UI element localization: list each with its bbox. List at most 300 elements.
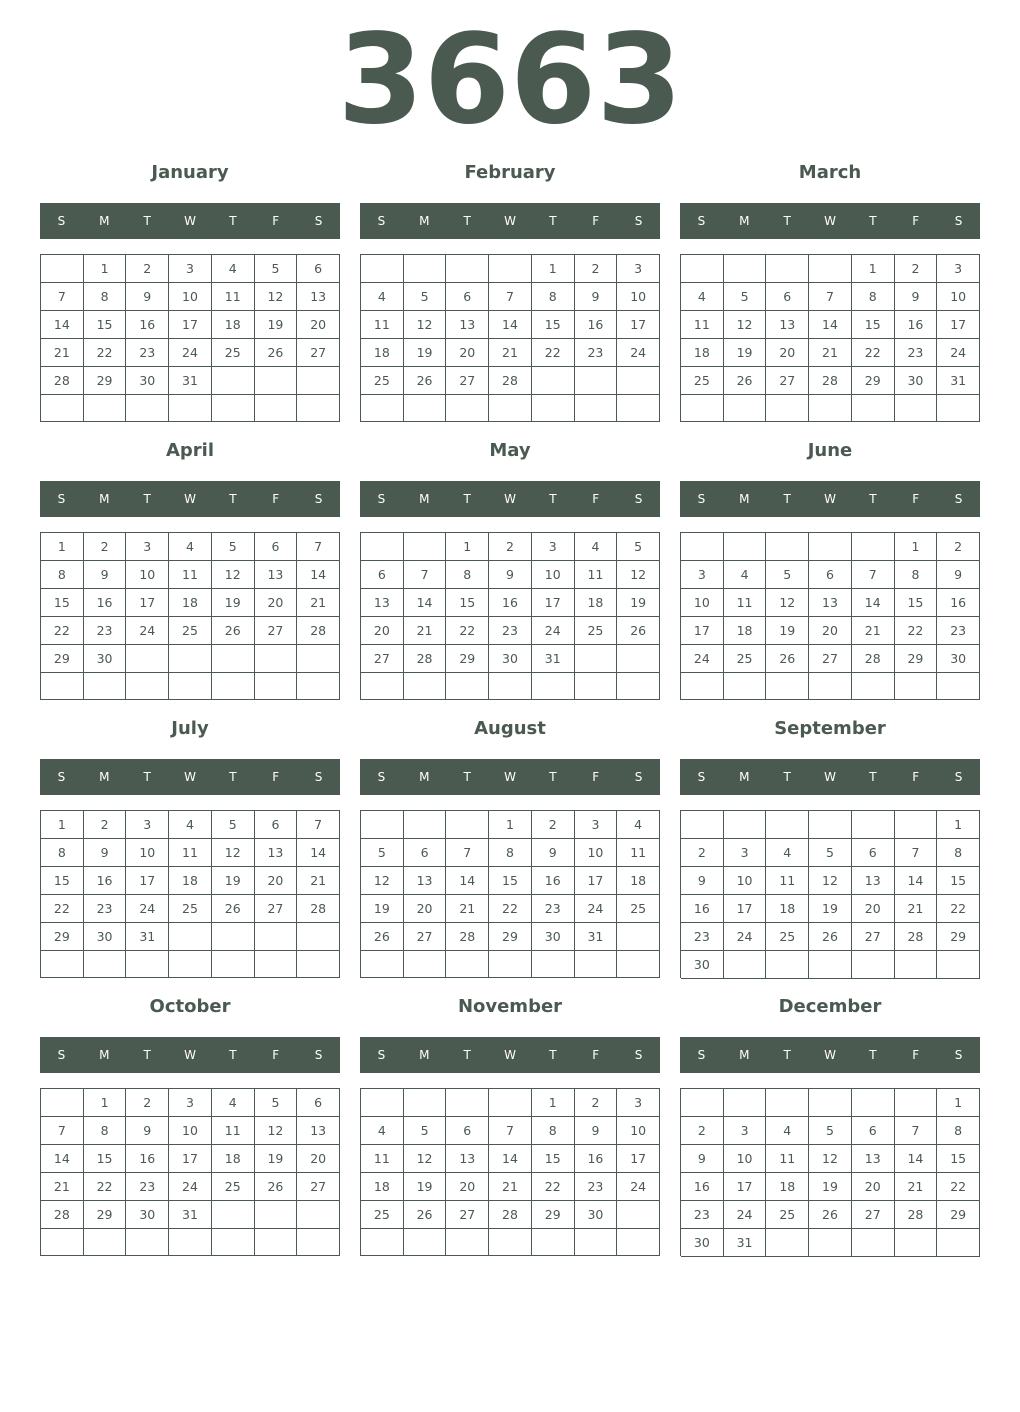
empty-day-cell <box>404 811 447 839</box>
weekday-label: T <box>549 214 557 228</box>
day-cell: 16 <box>681 895 724 923</box>
day-cell: 1 <box>84 255 127 283</box>
weekday-label: T <box>783 770 791 784</box>
day-cell: 7 <box>297 811 340 839</box>
day-cell: 19 <box>361 895 404 923</box>
day-cell: 9 <box>532 839 575 867</box>
month-name: October <box>149 996 231 1017</box>
day-cell: 4 <box>766 1117 809 1145</box>
day-cell: 20 <box>255 589 298 617</box>
weekday-label: M <box>739 492 750 506</box>
weekday-label: T <box>463 492 471 506</box>
day-cell: 10 <box>126 561 169 589</box>
day-cell: 3 <box>681 561 724 589</box>
day-cell: 6 <box>361 561 404 589</box>
day-cell: 16 <box>126 311 169 339</box>
weekday-label: M <box>419 1048 430 1062</box>
weekday-label: S <box>634 492 643 506</box>
day-cell: 2 <box>126 1089 169 1117</box>
day-cell: 1 <box>446 533 489 561</box>
day-cell: 18 <box>212 1145 255 1173</box>
day-cell: 30 <box>937 645 980 673</box>
weekday-label: T <box>463 214 471 228</box>
day-cell: 11 <box>724 589 767 617</box>
day-cell: 20 <box>297 311 340 339</box>
empty-day-cell <box>446 811 489 839</box>
empty-day-cell <box>404 1229 447 1256</box>
weekday-label: T <box>229 1048 237 1062</box>
day-cell: 16 <box>84 589 127 617</box>
day-cell: 3 <box>169 1089 212 1117</box>
day-cell: 8 <box>446 561 489 589</box>
weekday-label: W <box>824 492 836 506</box>
day-cell: 17 <box>169 311 212 339</box>
day-cell: 26 <box>361 923 404 951</box>
day-cell: 20 <box>255 867 298 895</box>
day-cell: 16 <box>575 1145 618 1173</box>
day-cell: 16 <box>126 1145 169 1173</box>
day-cell: 9 <box>489 561 532 589</box>
day-cell: 26 <box>255 339 298 367</box>
day-cell: 5 <box>212 533 255 561</box>
day-cell: 24 <box>575 895 618 923</box>
empty-day-cell <box>446 951 489 978</box>
empty-day-cell <box>766 811 809 839</box>
month-name: March <box>798 162 862 183</box>
day-cell: 26 <box>404 1201 447 1229</box>
day-cell: 25 <box>766 923 809 951</box>
day-cell: 29 <box>84 367 127 395</box>
empty-day-cell <box>681 811 724 839</box>
day-cell: 5 <box>361 839 404 867</box>
day-cell: 10 <box>169 283 212 311</box>
day-cell: 17 <box>532 589 575 617</box>
day-cell: 31 <box>575 923 618 951</box>
day-cell: 26 <box>809 923 852 951</box>
month-name: June <box>807 440 853 461</box>
day-cell: 29 <box>446 645 489 673</box>
weekday-label: T <box>783 492 791 506</box>
empty-day-cell <box>575 1229 618 1256</box>
day-cell: 28 <box>852 645 895 673</box>
weekday-label: T <box>783 214 791 228</box>
day-cell: 8 <box>84 1117 127 1145</box>
day-cell: 4 <box>617 811 660 839</box>
day-cell: 2 <box>575 255 618 283</box>
day-cell: 21 <box>895 895 938 923</box>
day-cell: 29 <box>84 1201 127 1229</box>
day-cell: 9 <box>84 839 127 867</box>
day-cell: 8 <box>937 1117 980 1145</box>
day-cell: 26 <box>212 617 255 645</box>
weekday-label: T <box>869 1048 877 1062</box>
day-cell: 2 <box>489 533 532 561</box>
empty-day-cell <box>404 673 447 700</box>
day-cell: 28 <box>489 367 532 395</box>
day-grid <box>680 810 980 978</box>
empty-day-cell <box>809 673 852 700</box>
day-cell: 8 <box>895 561 938 589</box>
empty-day-cell <box>212 645 255 673</box>
empty-day-cell <box>255 951 298 978</box>
day-cell: 9 <box>126 1117 169 1145</box>
day-grid <box>680 254 980 422</box>
day-cell: 13 <box>446 311 489 339</box>
day-cell: 20 <box>297 1145 340 1173</box>
day-cell: 16 <box>532 867 575 895</box>
empty-day-cell <box>809 951 852 979</box>
day-cell: 7 <box>41 283 84 311</box>
day-cell: 7 <box>895 1117 938 1145</box>
day-cell: 22 <box>532 1173 575 1201</box>
weekday-label: S <box>377 492 386 506</box>
empty-day-cell <box>895 811 938 839</box>
day-cell: 14 <box>446 867 489 895</box>
day-cell: 30 <box>575 1201 618 1229</box>
day-cell: 11 <box>681 311 724 339</box>
day-cell: 23 <box>575 1173 618 1201</box>
day-grid <box>360 254 660 422</box>
weekday-label: S <box>314 770 323 784</box>
empty-day-cell <box>489 1089 532 1117</box>
day-cell: 5 <box>766 561 809 589</box>
day-cell: 20 <box>852 1173 895 1201</box>
day-cell: 11 <box>575 561 618 589</box>
day-cell: 20 <box>404 895 447 923</box>
day-cell: 19 <box>724 339 767 367</box>
day-cell: 22 <box>41 895 84 923</box>
empty-day-cell <box>809 811 852 839</box>
day-cell: 23 <box>532 895 575 923</box>
weekday-label: F <box>912 492 920 506</box>
day-cell: 6 <box>297 1089 340 1117</box>
day-cell: 28 <box>404 645 447 673</box>
empty-day-cell <box>681 255 724 283</box>
day-cell: 17 <box>126 867 169 895</box>
day-cell: 3 <box>126 811 169 839</box>
day-cell: 29 <box>895 645 938 673</box>
day-cell: 18 <box>361 339 404 367</box>
empty-day-cell <box>446 1229 489 1256</box>
day-cell: 27 <box>297 339 340 367</box>
day-cell: 18 <box>361 1173 404 1201</box>
weekday-label: W <box>504 492 516 506</box>
weekday-header <box>680 759 980 795</box>
day-cell: 11 <box>361 311 404 339</box>
day-cell: 13 <box>852 1145 895 1173</box>
day-cell: 11 <box>212 1117 255 1145</box>
weekday-label: M <box>99 214 110 228</box>
day-cell: 27 <box>297 1173 340 1201</box>
day-cell: 1 <box>937 811 980 839</box>
day-cell: 2 <box>681 839 724 867</box>
weekday-label: S <box>634 214 643 228</box>
empty-day-cell <box>361 951 404 978</box>
empty-day-cell <box>297 673 340 700</box>
month-october <box>40 990 340 1260</box>
day-grid <box>360 810 660 978</box>
day-cell: 4 <box>169 533 212 561</box>
weekday-label: M <box>419 770 430 784</box>
day-cell: 9 <box>126 283 169 311</box>
day-cell: 25 <box>169 617 212 645</box>
day-cell: 13 <box>809 589 852 617</box>
day-cell: 11 <box>169 561 212 589</box>
weekday-label: S <box>377 1048 386 1062</box>
empty-day-cell <box>41 951 84 978</box>
day-grid <box>40 810 340 978</box>
day-cell: 18 <box>169 589 212 617</box>
day-cell: 3 <box>724 839 767 867</box>
day-cell: 23 <box>681 1201 724 1229</box>
weekday-label: F <box>592 492 600 506</box>
day-cell: 11 <box>212 283 255 311</box>
weekday-label: T <box>549 492 557 506</box>
empty-day-cell <box>724 1089 767 1117</box>
empty-day-cell <box>212 951 255 978</box>
day-cell: 24 <box>169 1173 212 1201</box>
day-cell: 17 <box>617 1145 660 1173</box>
empty-day-cell <box>404 1089 447 1117</box>
day-cell: 5 <box>255 255 298 283</box>
day-cell: 25 <box>575 617 618 645</box>
day-cell: 1 <box>41 811 84 839</box>
day-cell: 18 <box>212 311 255 339</box>
day-cell: 22 <box>84 1173 127 1201</box>
empty-day-cell <box>809 533 852 561</box>
day-cell: 2 <box>84 811 127 839</box>
day-cell: 7 <box>297 533 340 561</box>
empty-day-cell <box>724 811 767 839</box>
empty-day-cell <box>446 395 489 422</box>
day-cell: 31 <box>126 923 169 951</box>
day-cell: 19 <box>255 311 298 339</box>
day-cell: 28 <box>489 1201 532 1229</box>
empty-day-cell <box>681 1089 724 1117</box>
empty-day-cell <box>361 811 404 839</box>
empty-day-cell <box>852 1089 895 1117</box>
day-cell: 10 <box>169 1117 212 1145</box>
day-cell: 10 <box>724 1145 767 1173</box>
day-cell: 23 <box>489 617 532 645</box>
month-name: April <box>165 440 215 461</box>
day-cell: 27 <box>255 895 298 923</box>
day-cell: 30 <box>489 645 532 673</box>
weekday-header <box>360 759 660 795</box>
empty-day-cell <box>575 645 618 673</box>
empty-day-cell <box>361 395 404 422</box>
weekday-label: S <box>697 214 706 228</box>
weekday-label: M <box>739 770 750 784</box>
empty-day-cell <box>126 395 169 422</box>
day-cell: 26 <box>809 1201 852 1229</box>
empty-day-cell <box>212 923 255 951</box>
weekday-label: S <box>634 1048 643 1062</box>
day-cell: 26 <box>255 1173 298 1201</box>
empty-day-cell <box>255 673 298 700</box>
day-cell: 11 <box>766 1145 809 1173</box>
weekday-label: M <box>99 1048 110 1062</box>
day-cell: 14 <box>489 311 532 339</box>
day-cell: 13 <box>766 311 809 339</box>
day-cell: 9 <box>681 867 724 895</box>
empty-day-cell <box>169 1229 212 1256</box>
weekday-label: W <box>184 770 196 784</box>
month-august <box>360 712 660 982</box>
day-cell: 19 <box>212 589 255 617</box>
day-cell: 15 <box>852 311 895 339</box>
day-cell: 19 <box>809 895 852 923</box>
day-cell: 21 <box>297 589 340 617</box>
empty-day-cell <box>852 1229 895 1257</box>
day-cell: 30 <box>681 951 724 979</box>
empty-day-cell <box>724 255 767 283</box>
day-cell: 10 <box>617 1117 660 1145</box>
weekday-label: M <box>739 214 750 228</box>
day-cell: 17 <box>724 895 767 923</box>
empty-day-cell <box>895 395 938 422</box>
day-cell: 23 <box>126 1173 169 1201</box>
weekday-label: S <box>954 1048 963 1062</box>
day-cell: 15 <box>937 1145 980 1173</box>
weekday-label: T <box>869 492 877 506</box>
day-cell: 12 <box>617 561 660 589</box>
day-cell: 19 <box>255 1145 298 1173</box>
day-cell: 10 <box>681 589 724 617</box>
day-cell: 9 <box>937 561 980 589</box>
day-cell: 23 <box>84 617 127 645</box>
weekday-label: T <box>463 770 471 784</box>
day-cell: 24 <box>617 339 660 367</box>
day-cell: 29 <box>937 1201 980 1229</box>
weekday-label: T <box>143 1048 151 1062</box>
day-cell: 17 <box>575 867 618 895</box>
month-september <box>680 712 980 982</box>
day-cell: 18 <box>169 867 212 895</box>
day-cell: 6 <box>255 533 298 561</box>
empty-day-cell <box>766 395 809 422</box>
weekday-label: M <box>99 770 110 784</box>
day-cell: 19 <box>404 1173 447 1201</box>
day-cell: 8 <box>852 283 895 311</box>
day-cell: 25 <box>766 1201 809 1229</box>
day-cell: 21 <box>41 1173 84 1201</box>
day-cell: 12 <box>361 867 404 895</box>
day-cell: 6 <box>297 255 340 283</box>
day-cell: 27 <box>361 645 404 673</box>
empty-day-cell <box>169 673 212 700</box>
day-cell: 15 <box>532 1145 575 1173</box>
empty-day-cell <box>895 951 938 979</box>
weekday-label: W <box>824 214 836 228</box>
day-cell: 31 <box>937 367 980 395</box>
day-cell: 1 <box>532 1089 575 1117</box>
empty-day-cell <box>297 395 340 422</box>
day-cell: 12 <box>255 1117 298 1145</box>
day-cell: 20 <box>852 895 895 923</box>
day-grid <box>360 1088 660 1256</box>
day-cell: 31 <box>532 645 575 673</box>
empty-day-cell <box>212 367 255 395</box>
weekday-label: F <box>592 1048 600 1062</box>
day-cell: 2 <box>575 1089 618 1117</box>
day-cell: 13 <box>852 867 895 895</box>
day-cell: 16 <box>489 589 532 617</box>
day-cell: 1 <box>895 533 938 561</box>
empty-day-cell <box>446 255 489 283</box>
day-cell: 13 <box>404 867 447 895</box>
day-cell: 12 <box>404 311 447 339</box>
day-cell: 5 <box>404 1117 447 1145</box>
empty-day-cell <box>852 395 895 422</box>
day-cell: 30 <box>84 923 127 951</box>
empty-day-cell <box>766 1229 809 1257</box>
day-cell: 17 <box>681 617 724 645</box>
empty-day-cell <box>84 395 127 422</box>
empty-day-cell <box>255 367 298 395</box>
empty-day-cell <box>297 923 340 951</box>
day-cell: 22 <box>937 1173 980 1201</box>
empty-day-cell <box>361 1089 404 1117</box>
empty-day-cell <box>297 951 340 978</box>
day-cell: 18 <box>724 617 767 645</box>
day-cell: 15 <box>41 589 84 617</box>
empty-day-cell <box>297 1229 340 1256</box>
day-cell: 11 <box>766 867 809 895</box>
day-cell: 24 <box>724 1201 767 1229</box>
weekday-label: T <box>143 214 151 228</box>
empty-day-cell <box>617 645 660 673</box>
day-cell: 16 <box>937 589 980 617</box>
empty-day-cell <box>212 1229 255 1256</box>
empty-day-cell <box>126 1229 169 1256</box>
day-cell: 7 <box>489 283 532 311</box>
empty-day-cell <box>895 1089 938 1117</box>
day-cell: 14 <box>297 561 340 589</box>
day-cell: 5 <box>617 533 660 561</box>
day-cell: 3 <box>937 255 980 283</box>
empty-day-cell <box>489 395 532 422</box>
day-cell: 23 <box>895 339 938 367</box>
day-cell: 24 <box>724 923 767 951</box>
empty-day-cell <box>169 645 212 673</box>
day-cell: 10 <box>126 839 169 867</box>
day-cell: 7 <box>41 1117 84 1145</box>
day-cell: 16 <box>575 311 618 339</box>
weekday-label: W <box>504 214 516 228</box>
day-cell: 19 <box>617 589 660 617</box>
empty-day-cell <box>169 951 212 978</box>
day-cell: 12 <box>724 311 767 339</box>
empty-day-cell <box>575 395 618 422</box>
empty-day-cell <box>766 255 809 283</box>
weekday-label: T <box>869 214 877 228</box>
day-cell: 17 <box>937 311 980 339</box>
month-name: May <box>489 440 531 461</box>
day-cell: 12 <box>766 589 809 617</box>
empty-day-cell <box>361 673 404 700</box>
empty-day-cell <box>446 1089 489 1117</box>
day-cell: 30 <box>532 923 575 951</box>
weekday-label: W <box>184 492 196 506</box>
day-cell: 31 <box>724 1229 767 1257</box>
day-cell: 13 <box>446 1145 489 1173</box>
day-cell: 27 <box>446 1201 489 1229</box>
empty-day-cell <box>617 923 660 951</box>
day-cell: 8 <box>489 839 532 867</box>
empty-day-cell <box>404 533 447 561</box>
empty-day-cell <box>255 923 298 951</box>
